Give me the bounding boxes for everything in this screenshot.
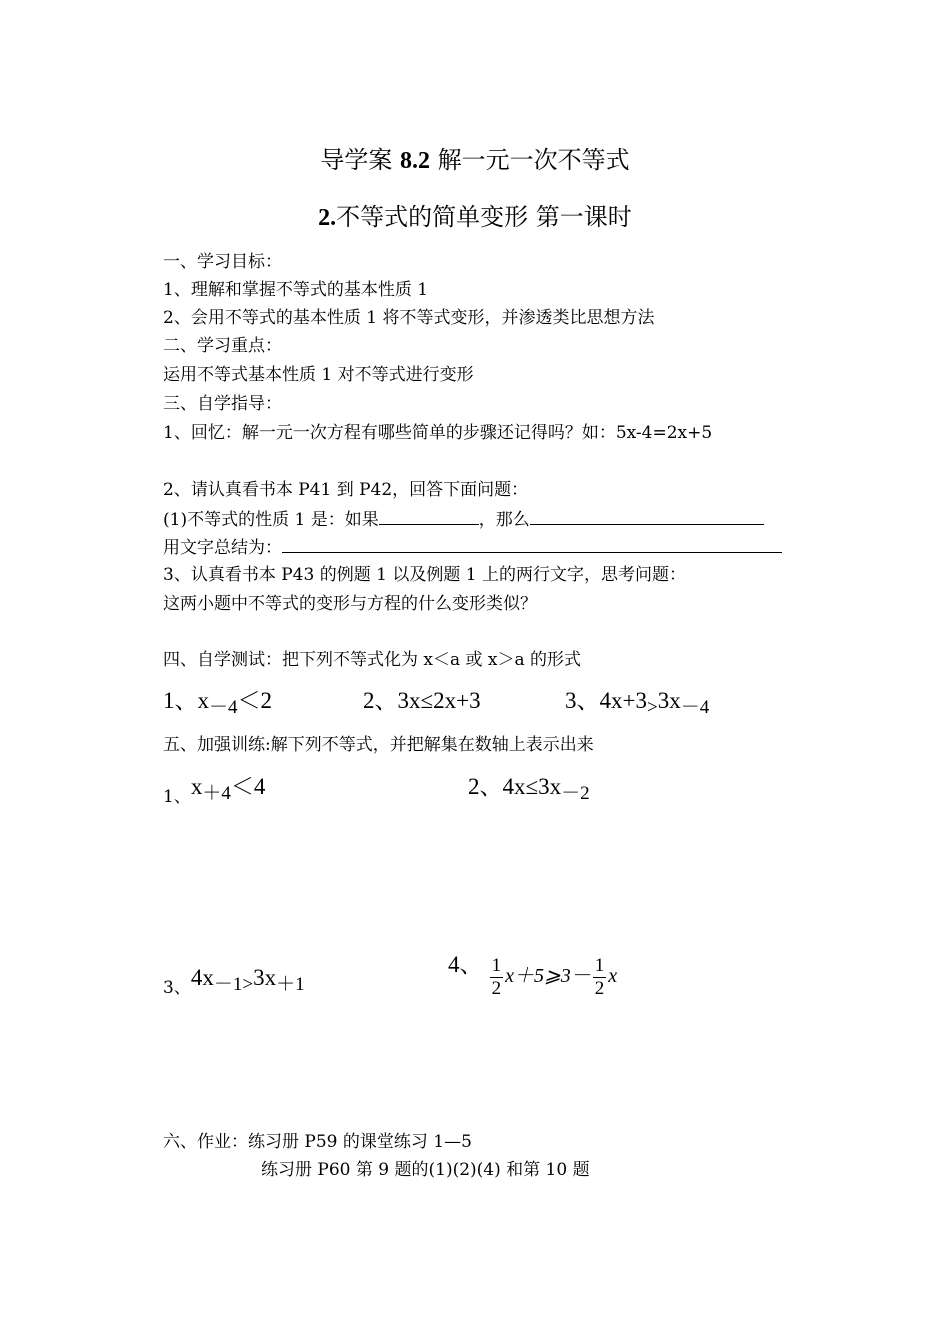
exercise-3: 3、4x－1>3x＋1	[163, 965, 305, 998]
exercise-4: 4、 $\frac{1}{2}$ x＋5⩾3－ $\frac{1}{2}$ x	[448, 952, 618, 999]
question-2a: (1)不等式的性质 1 是：如果 ，那么	[163, 507, 764, 531]
question-3b: 这两小题中不等式的变形与方程的什么变形类似？	[163, 594, 537, 614]
section-3-heading: 三、自学指导：	[163, 394, 282, 414]
section-2-heading: 二、学习重点：	[163, 336, 282, 356]
section-4-heading: 四、自学测试：把下列不等式化为 x＜a 或 x＞a 的形式	[163, 650, 582, 670]
test-problem-3: 3、$4x+3_>3x_{-4}$	[565, 688, 710, 718]
section-1-heading: 一、学习目标：	[163, 252, 282, 272]
exercise-2: 2、$4x\le 3x_{-2}$	[468, 774, 590, 804]
key-point: 运用不等式基本性质 1 对不等式进行变形	[163, 365, 474, 385]
objective-2: 2、会用不等式的基本性质 1 将不等式变形，并渗透类比思想方法	[163, 308, 655, 328]
exercise-1: 1、x＋4＜4	[163, 774, 266, 807]
fraction-half: $\frac{1}{2}$	[491, 955, 502, 999]
question-3: 3、认真看书本 P43 的例题 1 以及例题 1 上的两行文字，思考问题：	[163, 565, 686, 585]
objective-1: 1、理解和掌握不等式的基本性质 1	[163, 280, 429, 300]
section-6-heading: 六、作业：练习册 P59 的课堂练习 1—5	[163, 1132, 472, 1152]
blank-then-input[interactable]	[530, 507, 764, 525]
blank-if-input[interactable]	[379, 507, 479, 525]
question-2: 2、请认真看书本 P41 到 P42，回答下面问题：	[163, 480, 529, 500]
section-5-heading: 五、加强训练:解下列不等式，并把解集在数轴上表示出来	[163, 735, 594, 755]
fraction-half: $\frac{1}{2}$	[594, 955, 605, 999]
blank-summary-input[interactable]	[282, 535, 782, 553]
homework-line-2: 练习册 P60 第 9 题的(1)(2)(4) 和第 10 题	[261, 1160, 590, 1180]
question-2b: 用文字总结为：	[163, 535, 782, 559]
page-title: 导学案 8.2 解一元一次不等式	[320, 146, 630, 174]
test-problem-2: 2、3x≤2x+3	[363, 688, 481, 713]
page-subtitle: 2.不等式的简单变形 第一课时	[318, 203, 632, 231]
test-problem-1: 1、$x_{-4}<2$	[163, 688, 273, 718]
question-1: 1、回忆：解一元一次方程有哪些简单的步骤还记得吗？如：5x-4=2x+5	[163, 423, 713, 443]
